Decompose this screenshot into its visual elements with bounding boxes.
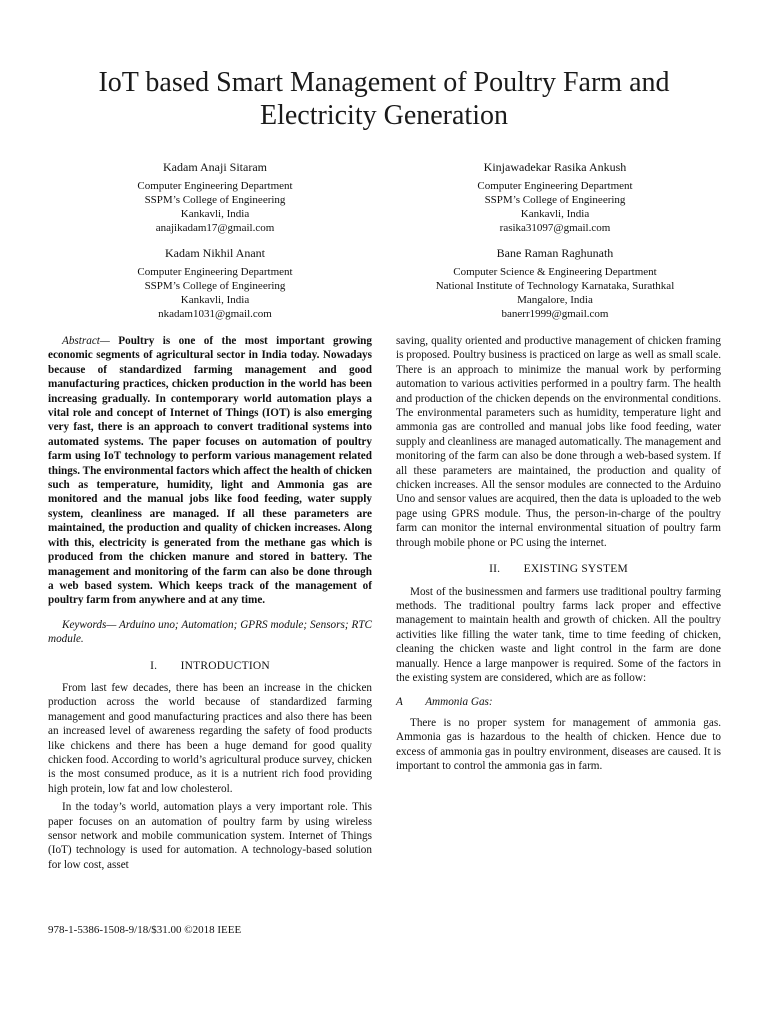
- abstract-lead: Abstract—: [62, 335, 110, 347]
- author-location: Kankavli, India: [180, 294, 250, 306]
- paragraph: In the today’s world, automation plays a very important role. This paper focuses on an automation of poultry farm by using wireless sensor network and mobile communication system. Internet of Things (IoT) technology is used for automation. A technology-based solution for low cost, asset: [48, 801, 372, 871]
- paragraph: From last few decades, there has been an increase in the chicken production across the world because of standardized farming management and good manufacturing practices and also there has been an increased level of awareness regarding the safety of food products like chickens and there has been a huge demand for good quality chicken food. According to world’s agricultural produce survey, chicken is the most consumed produce, as it is a nutrient rich food providing high protein, low fat and low cholesterol.: [48, 681, 372, 795]
- author-name: Kadam Nikhil Anant: [165, 246, 265, 260]
- keywords: Keywords— Arduino uno; Automation; GPRS module; Sensors; RTC module.: [48, 618, 372, 646]
- author-location: Kankavli, India: [520, 208, 590, 220]
- abstract-text: Poultry is one of the most important growing economic segments of agricultural sector in India today. Nowadays because of standardized farming management and good manufacturing practices, chicken production in the world has been increasing gradually. In contemporary world automation plays a vital role and concept of Internet of Things (IOT) is also emerging very fast, there is an approach to convert traditional systems into automated systems. The paper focuses on automation of poultry farm using IoT technology to perform various management related things. The environmental factors which affect the health of chicken such as temperature, humidity, light and Ammonia gas are monitored and the manual jobs like food feeding, water supply system, cleanliness are managed. If all these parameters are maintained, the production and quality of chicken increases. Along with this, electricity is generated from the methane gas which is produced from the chicken manure and stored in battery. The management and monitoring of the farm can also be done through a web based system. Which keeps track of the management of poultry farm from anywhere and at any time.: [48, 335, 373, 607]
- paragraph: There is no proper system for management of ammonia gas. Ammonia gas is hazardous to the health of chicken. Hence due to excess of ammonia gas in poultry environment, diseases are caused. It is important to control the ammonia gas in farm.: [396, 716, 721, 772]
- subsection-heading-ammonia-gas: A Ammonia Gas:: [396, 696, 493, 709]
- author-department: Computer Engineering Department: [137, 266, 293, 278]
- author-name: Bane Raman Raghunath: [496, 246, 614, 260]
- author-name: Kadam Anaji Sitaram: [163, 160, 267, 174]
- author-block-3: [90, 246, 340, 321]
- paragraph: saving, quality oriented and productive management of chicken framing is proposed. Poultry business is practiced on large as well as small scale. There is an approach to minimize the manual work by performing automation to various activities performed in a poultry farm. The health and production of the chicken depends on the environmental conditions. The environmental parameters such as humidity, temperature light and ammonia gas are controlled and manual jobs like food feeding, water supply and cleanliness are managed automatically. The management and monitoring of the farm can also be done through a web-based system. If all these parameters are maintained, the production and quality of chicken increases. All the sensor modules are connected to the Arduino Uno and sensor values are acquired, then the data is uploaded to the web page using GPRS module. Thus, the person-in-charge of the poultry farm can monitor the internal environmental situation of poultry farm through mobile phone or PC using the internet.: [396, 335, 721, 549]
- author-block-2: [420, 160, 690, 235]
- author-department: Computer Engineering Department: [137, 180, 293, 192]
- author-email: banerr1999@gmail.com: [501, 308, 609, 320]
- abstract: [48, 334, 372, 608]
- author-college: SSPM’s College of Engineering: [144, 194, 286, 206]
- author-email: nkadam1031@gmail.com: [158, 308, 272, 320]
- author-college: SSPM’s College of Engineering: [144, 280, 286, 292]
- section-heading-introduction: I. INTRODUCTION: [150, 659, 270, 672]
- author-department: Computer Science & Engineering Department: [453, 266, 657, 278]
- author-email: rasika31097@gmail.com: [499, 222, 611, 234]
- author-email: anajikadam17@gmail.com: [155, 222, 275, 234]
- author-location: Mangalore, India: [517, 294, 593, 306]
- author-block-4: [400, 246, 710, 321]
- paper-title: IoT based Smart Management of Poultry Farm and Electricity Generation: [98, 67, 670, 131]
- copyright-footer: 978-1-5386-1508-9/18/$31.00 ©2018 IEEE: [48, 924, 242, 936]
- section-heading-existing-system: II. EXISTING SYSTEM: [489, 563, 628, 576]
- right-column: [396, 334, 721, 773]
- author-department: Computer Engineering Department: [477, 180, 633, 192]
- author-block-1: [90, 160, 340, 235]
- author-name: Kinjawadekar Rasika Ankush: [483, 160, 627, 174]
- author-college: SSPM’s College of Engineering: [484, 194, 626, 206]
- author-college: National Institute of Technology Karnataka, Surathkal: [435, 280, 675, 292]
- author-location: Kankavli, India: [180, 208, 250, 220]
- paragraph: Most of the businessmen and farmers use traditional poultry farming methods. The traditional poultry farms lack proper and effective management to maintain health and growth of chicken. All the poultry activities like filling the water tank, time to time feeding of chicken, cleaning the chicken waste and light control in the farm are done manually. Hence a large manpower is required. Some of the factors in the existing system are considered, which are as follow:: [396, 585, 721, 684]
- left-column: [48, 334, 372, 872]
